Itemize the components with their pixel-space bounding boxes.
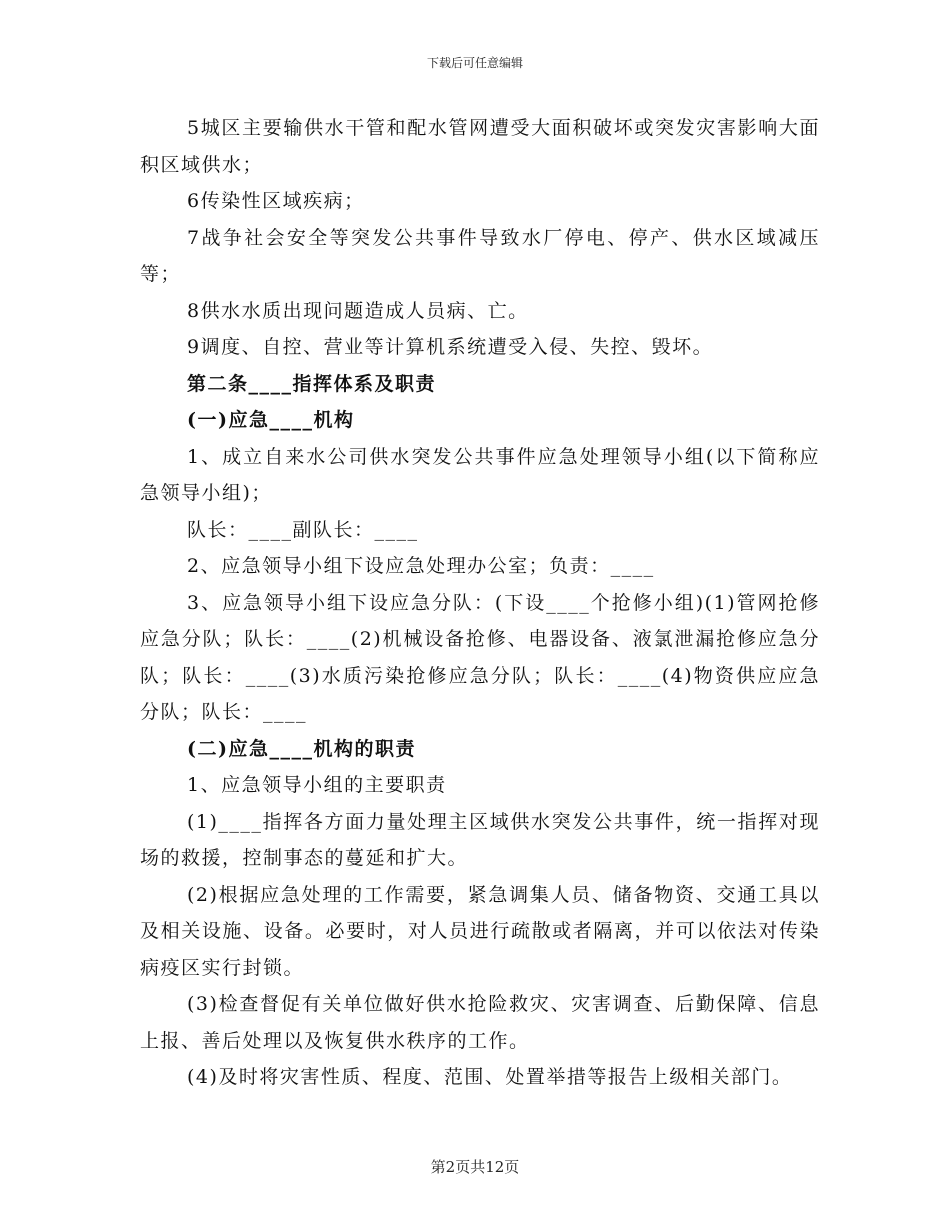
paragraph-item-8: 8供水水质出现问题造成人员病、亡。 — [187, 299, 529, 322]
subsection-heading-1: (一)应急____机构 — [187, 409, 355, 431]
paragraph-team-leaders: 队长：____副队长：____ — [187, 518, 419, 541]
paragraph-item-5: 5城区主要输供水干管和配水管网遭受大面积破坏或突发灾害影响大面积区域供水； — [140, 117, 820, 176]
paragraph-main-duties: 1、应急领导小组的主要职责 — [187, 774, 447, 796]
subsection-heading-2: (二)应急____机构的职责 — [187, 737, 416, 760]
paragraph-duty-1: (1)____指挥各方面力量处理主区域供水突发公共事件，统一指挥对现场的救援，控制事态的蔓延和扩大。 — [140, 810, 820, 869]
paragraph-emergency-teams: 3、应急领导小组下设应急分队：(下设____个抢修小组)(1)管网抢修应急分队；队长：____(2)机械设备抢修、电器设备、液氯泄漏抢修应急分队；队长：____(3)水质污染抢修应急分队；队长：____(4)物资供应应急分队；队长：____ — [140, 591, 820, 723]
paragraph-duty-3: (3)检查督促有关单位做好供水抢险救灾、灾害调查、后勤保障、信息上报、善后处理以及恢复供水秩序的工作。 — [140, 993, 820, 1052]
paragraph-item-9: 9调度、自控、营业等计算机系统遭受入侵、失控、毁坏。 — [187, 336, 714, 358]
page-number: 第2页共12页 — [430, 1158, 520, 1176]
paragraph-item-6: 6传染性区域疾病； — [187, 190, 365, 212]
paragraph-leadership-group: 1、成立自来水公司供水突发公共事件应急处理领导小组(以下简称应急领导小组)； — [140, 445, 820, 504]
section-heading-article-2: 第二条____指挥体系及职责 — [187, 372, 437, 395]
paragraph-duty-4: (4)及时将灾害性质、程度、范围、处置举措等报告上级相关部门。 — [187, 1066, 793, 1088]
page-header: 下载后可任意编辑 — [426, 56, 523, 70]
paragraph-duty-2: (2)根据应急处理的工作需要，紧急调集人员、储备物资、交通工具以及相关设施、设备。必要时，对人员进行疏散或者隔离，并可以依法对传染病疫区实行封锁。 — [140, 883, 820, 979]
document-body — [140, 110, 820, 1096]
paragraph-office: 2、应急领导小组下设应急处理办公室；负责：____ — [187, 555, 655, 577]
paragraph-item-7: 7战争社会安全等突发公共事件导致水厂停电、停产、供水区域减压等； — [140, 226, 820, 285]
